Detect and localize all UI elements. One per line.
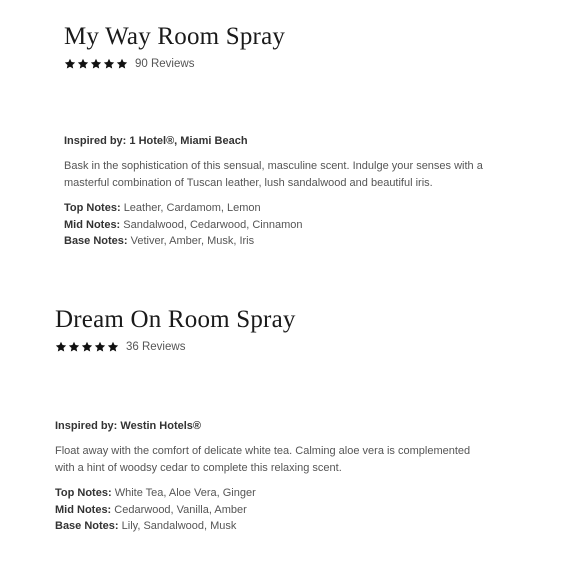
base-notes — [64, 233, 534, 250]
product-title[interactable]: My Way Room Spray — [64, 23, 286, 50]
inspired-by: Inspired by: Westin Hotels® — [55, 420, 202, 432]
base-notes — [55, 518, 525, 535]
reviews-link[interactable]: 36 Reviews — [126, 341, 186, 353]
mid-notes-label: Mid Notes: — [64, 218, 121, 231]
mid-notes-value: Sandalwood, Cedarwood, Cinnamon — [123, 218, 303, 231]
star-rating — [64, 58, 128, 70]
top-notes-value: Leather, Cardamom, Lemon — [123, 202, 261, 214]
star-icon — [107, 341, 119, 353]
rating-row[interactable] — [55, 338, 525, 356]
mid-notes-label: Mid Notes: — [55, 503, 112, 516]
inspired-by: Inspired by: 1 Hotel®, Miami Beach — [64, 135, 248, 147]
top-notes-value: White Tea, Aloe Vera, Ginger — [114, 487, 256, 499]
star-icon — [94, 341, 106, 353]
base-notes-label: Base Notes: — [55, 520, 119, 532]
star-rating — [55, 341, 119, 353]
mid-notes — [55, 502, 525, 519]
mid-notes-value: Cedarwood, Vanilla, Amber — [114, 503, 247, 516]
product-description: Float away with the comfort of delicate white tea. Calming aloe vera is complemented with a hint of woodsy cedar to complete this relaxing scent. — [55, 445, 471, 474]
product-card-my-way — [64, 20, 534, 250]
product-title[interactable]: Dream On Room Spray — [55, 306, 296, 333]
rating-row[interactable] — [64, 55, 534, 73]
top-notes — [55, 485, 525, 502]
top-notes-label: Top Notes: — [64, 202, 121, 214]
star-icon — [55, 341, 67, 353]
star-icon — [81, 341, 93, 353]
mid-notes — [64, 217, 534, 234]
base-notes-value: Lily, Sandalwood, Musk — [121, 520, 237, 532]
scent-notes — [64, 200, 534, 250]
star-icon — [64, 58, 76, 70]
star-icon — [90, 58, 102, 70]
top-notes-label: Top Notes: — [55, 487, 112, 499]
base-notes-label: Base Notes: — [64, 235, 128, 247]
reviews-link[interactable]: 90 Reviews — [135, 58, 195, 70]
star-icon — [103, 58, 115, 70]
product-description: Bask in the sophistication of this sensual, masculine scent. Indulge your senses with a masterful combination of Tuscan leather, lush sandalwood and beautiful iris. — [64, 160, 483, 189]
star-icon — [116, 58, 128, 70]
star-icon — [77, 58, 89, 70]
base-notes-value: Vetiver, Amber, Musk, Iris — [130, 235, 255, 247]
top-notes — [64, 200, 534, 217]
product-card-dream-on — [55, 303, 525, 535]
scent-notes — [55, 485, 525, 535]
star-icon — [68, 341, 80, 353]
